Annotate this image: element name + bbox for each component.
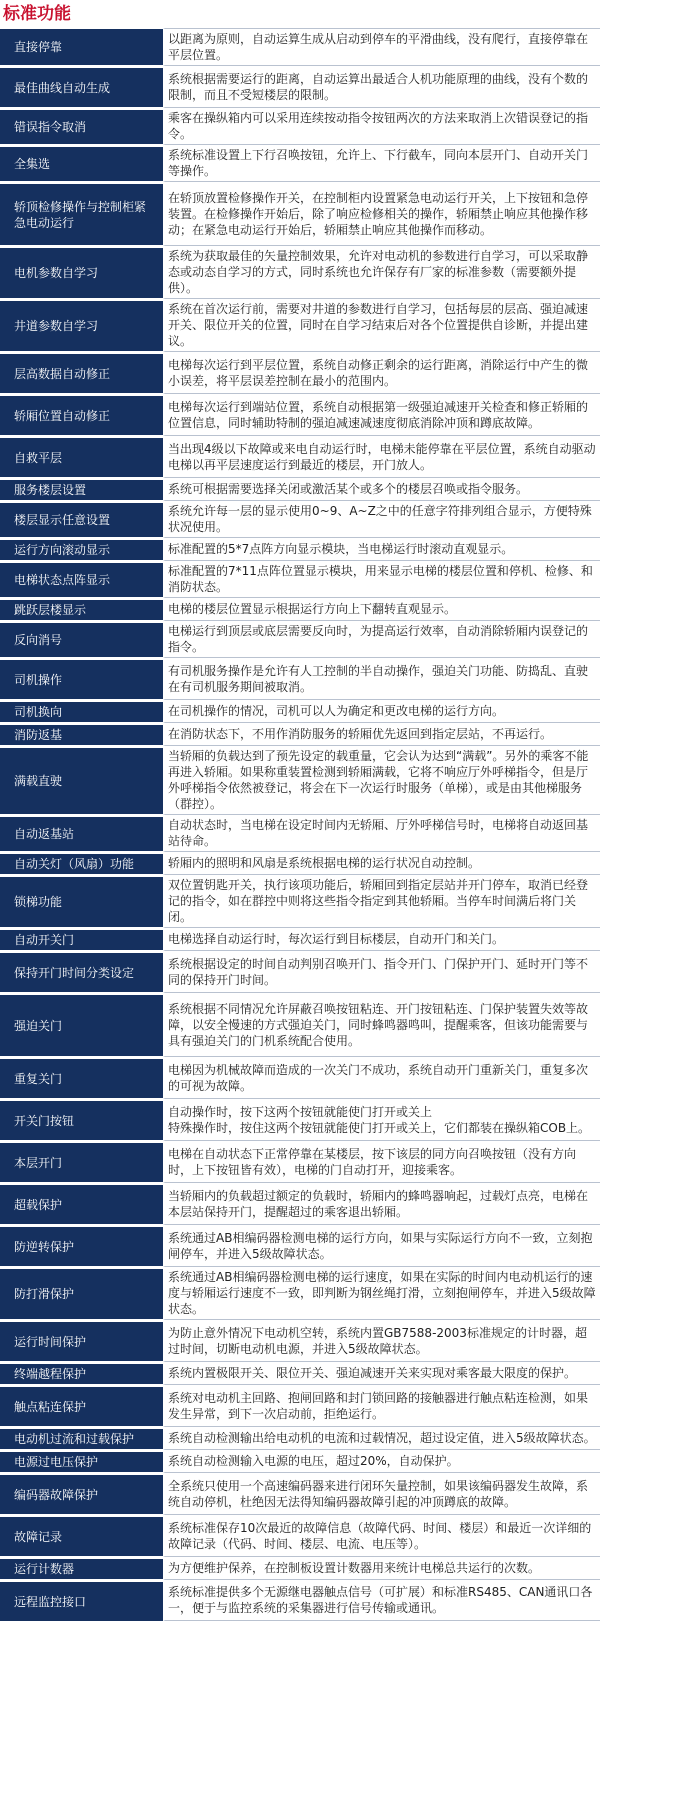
function-description: 电梯每次运行到平层位置，系统自动修正剩余的运行距离，消除运行中产生的微小误差，将平层误差控制在最小的范围内。 (163, 351, 600, 393)
function-name: 自动返基站 (0, 814, 163, 851)
function-name: 轿顶检修操作与控制柜紧急电动运行 (0, 181, 163, 245)
function-description: 系统根据设定的时间自动判别召唤开门、指令开门、门保护开门、延时开门等不同的保持开门时间。 (163, 950, 600, 992)
table-row (0, 435, 600, 477)
function-description: 电梯运行到顶层或底层需要反向时，为提高运行效率，自动消除轿厢内误登记的指令。 (163, 620, 600, 657)
function-name: 故障记录 (0, 1514, 163, 1556)
function-name: 跳跃层楼显示 (0, 597, 163, 620)
function-name: 服务楼层设置 (0, 477, 163, 500)
function-name: 保持开门时间分类设定 (0, 950, 163, 992)
function-description: 电梯每次运行到端站位置，系统自动根据第一级强迫减速开关检查和修正轿厢的位置信息，同时辅助特制的强迫减速减速度彻底消除冲顶和蹲底故障。 (163, 393, 600, 435)
table-row (0, 1426, 600, 1449)
function-description: 电梯因为机械故障而造成的一次关门不成功，系统自动开门重新关门，重复多次的可视为故障。 (163, 1056, 600, 1098)
table-row (0, 1514, 600, 1556)
function-description: 系统根据不同情况允许屏蔽召唤按钮粘连、开门按钮粘连、门保护装置失效等故障，以安全慢速的方式强迫关门，同时蜂鸣器鸣叫，提醒乘客，但该功能需要与具有强迫关门的门机系统配合使用。 (163, 992, 600, 1056)
table-row (0, 560, 600, 597)
function-description: 系统标准设置上下行召唤按钮，允许上、下行截车，同向本层开门、自动开关门等操作。 (163, 144, 600, 181)
function-description: 标准配置的5*7点阵方向显示模块，当电梯运行时滚动直观显示。 (163, 537, 600, 560)
function-name: 超载保护 (0, 1182, 163, 1224)
function-description: 当轿厢的负载达到了预先设定的载重量，它会认为达到“满载”。另外的乘客不能再进入轿厢。如果称重装置检测到轿厢满载，它将不响应厅外呼梯指令，但是厅外呼梯指令依然被登记，将会在下一次运行时服务（单梯），或是由其他梯服务（群控）。 (163, 745, 600, 814)
table-row (0, 814, 600, 851)
table-row (0, 1056, 600, 1098)
table-row (0, 298, 600, 351)
function-name: 远程监控接口 (0, 1579, 163, 1621)
function-name: 强迫关门 (0, 992, 163, 1056)
table-row (0, 1361, 600, 1384)
table-row (0, 537, 600, 560)
function-name: 电动机过流和过载保护 (0, 1426, 163, 1449)
function-name: 自救平层 (0, 435, 163, 477)
table-row (0, 874, 600, 927)
table-row (0, 1224, 600, 1266)
function-name: 自动开关门 (0, 927, 163, 950)
function-description: 系统根据需要运行的距离，自动运算出最适合人机功能原理的曲线，没有个数的限制，而且不受短楼层的限制。 (163, 65, 600, 107)
function-name: 错误指令取消 (0, 107, 163, 144)
function-description: 自动状态时，当电梯在设定时间内无轿厢、厅外呼梯信号时，电梯将自动返回基站待命。 (163, 814, 600, 851)
function-name: 全集选 (0, 144, 163, 181)
function-name: 反向消号 (0, 620, 163, 657)
function-description: 轿厢内的照明和风扇是系统根据电梯的运行状况自动控制。 (163, 851, 600, 874)
function-description: 为防止意外情况下电动机空转，系统内置GB7588-2003标准规定的计时器，超过时间，切断电动机电源，并进入5级故障状态。 (163, 1319, 600, 1361)
function-name: 楼层显示任意设置 (0, 500, 163, 537)
function-description: 自动操作时，按下这两个按钮就能使门打开或关上 特殊操作时，按住这两个按钮就能使门打开或关上，它们都装在操纵箱COB上。 (163, 1098, 600, 1140)
function-description: 在轿顶放置检修操作开关，在控制柜内设置紧急电动运行开关，上下按钮和急停装置。在检修操作开始后，除了响应检修相关的操作，轿厢禁止响应其他操作移动；在紧急电动运行开始后，轿厢禁止响应其他操作而移动。 (163, 181, 600, 245)
function-description: 系统标准保存10次最近的故障信息（故障代码、时间、楼层）和最近一次详细的故障记录（代码、时间、楼层、电流、电压等）。 (163, 1514, 600, 1556)
table-row (0, 597, 600, 620)
function-name: 触点粘连保护 (0, 1384, 163, 1426)
table-row (0, 851, 600, 874)
function-description: 乘客在操纵箱内可以采用连续按动指令按钮两次的方法来取消上次错误登记的指令。 (163, 107, 600, 144)
function-name: 锁梯功能 (0, 874, 163, 927)
function-name: 防打滑保护 (0, 1266, 163, 1319)
table-row (0, 500, 600, 537)
table-row (0, 1319, 600, 1361)
section-title: 标准功能 (3, 4, 71, 24)
function-description: 标准配置的7*11点阵位置显示模块，用来显示电梯的楼层位置和停机、检修、和消防状态。 (163, 560, 600, 597)
table-row (0, 351, 600, 393)
function-description: 有司机服务操作是允许有人工控制的半自动操作，强迫关门功能、防捣乱、直驶在有司机服务期间被取消。 (163, 657, 600, 699)
table-row (0, 144, 600, 181)
table-row (0, 107, 600, 144)
table-row (0, 1266, 600, 1319)
function-description: 系统通过AB相编码器检测电梯的运行方向，如果与实际运行方向不一致，立刻抱闸停车，并进入5级故障状态。 (163, 1224, 600, 1266)
table-row (0, 745, 600, 814)
table-row (0, 28, 600, 65)
table-row (0, 1098, 600, 1140)
table-row (0, 992, 600, 1056)
function-name: 运行时间保护 (0, 1319, 163, 1361)
table-row (0, 245, 600, 298)
table-row (0, 1472, 600, 1514)
function-description: 为方便维护保养，在控制板设置计数器用来统计电梯总共运行的次数。 (163, 1556, 600, 1579)
table-row (0, 1556, 600, 1579)
function-name: 电梯状态点阵显示 (0, 560, 163, 597)
function-description: 系统为获取最佳的矢量控制效果，允许对电动机的参数进行自学习，可以采取静态或动态自学习的方式，同时系统也允许保存有厂家的标准参数（需要额外提供）。 (163, 245, 600, 298)
function-description: 双位置钥匙开关，执行该项功能后，轿厢回到指定层站并开门停车，取消已经登记的指令，如在群控中则将这些指令指定到其他轿厢。当停车时间满后将门关闭。 (163, 874, 600, 927)
table-row (0, 181, 600, 245)
function-name: 轿厢位置自动修正 (0, 393, 163, 435)
function-description: 电梯在自动状态下正常停靠在某楼层，按下该层的同方向召唤按钮（没有方向时，上下按钮皆有效），电梯的门自动打开，迎接乘客。 (163, 1140, 600, 1182)
table-row (0, 65, 600, 107)
table-row (0, 1384, 600, 1426)
function-description: 在消防状态下，不用作消防服务的轿厢优先返回到指定层站，不再运行。 (163, 722, 600, 745)
function-name: 司机操作 (0, 657, 163, 699)
table-row (0, 393, 600, 435)
table-row (0, 1579, 600, 1621)
function-name: 层高数据自动修正 (0, 351, 163, 393)
function-name: 满载直驶 (0, 745, 163, 814)
function-name: 本层开门 (0, 1140, 163, 1182)
function-name: 运行方向滚动显示 (0, 537, 163, 560)
table-row (0, 620, 600, 657)
function-name: 司机换向 (0, 699, 163, 722)
function-name: 运行计数器 (0, 1556, 163, 1579)
function-name: 最佳曲线自动生成 (0, 65, 163, 107)
table-row (0, 950, 600, 992)
function-description: 电梯选择自动运行时，每次运行到目标楼层，自动开门和关门。 (163, 927, 600, 950)
function-description: 系统可根据需要选择关闭或激活某个或多个的楼层召唤或指令服务。 (163, 477, 600, 500)
table-row (0, 699, 600, 722)
function-description: 系统在首次运行前，需要对井道的参数进行自学习，包括每层的层高、强迫减速开关、限位开关的位置，同时在自学习结束后对各个位置提供自诊断，并提出建议。 (163, 298, 600, 351)
function-name: 开关门按钮 (0, 1098, 163, 1140)
function-name: 编码器故障保护 (0, 1472, 163, 1514)
function-name: 电机参数自学习 (0, 245, 163, 298)
function-name: 自动关灯（风扇）功能 (0, 851, 163, 874)
table-row (0, 477, 600, 500)
function-description: 当出现4级以下故障或来电自动运行时，电梯未能停靠在平层位置，系统自动驱动电梯以再平层速度运行到最近的楼层，开门放人。 (163, 435, 600, 477)
table-row (0, 722, 600, 745)
function-description: 系统允许每一层的显示使用0~9、A~Z之中的任意字符排列组合显示，方便特殊状况使用。 (163, 500, 600, 537)
function-description: 电梯的楼层位置显示根据运行方向上下翻转直观显示。 (163, 597, 600, 620)
function-name: 直接停靠 (0, 28, 163, 65)
function-name: 重复关门 (0, 1056, 163, 1098)
function-description: 当轿厢内的负载超过额定的负载时，轿厢内的蜂鸣器响起，过载灯点亮，电梯在本层站保持开门，提醒超过的乘客退出轿厢。 (163, 1182, 600, 1224)
function-name: 防逆转保护 (0, 1224, 163, 1266)
function-description: 系统通过AB相编码器检测电梯的运行速度，如果在实际的时间内电动机运行的速度与轿厢运行速度不一致，即判断为钢丝绳打滑，立刻抱闸停车，并进入5级故障状态。 (163, 1266, 600, 1319)
function-description: 系统对电动机主回路、抱闸回路和封门锁回路的接触器进行触点粘连检测，如果发生异常，到下一次启动前，拒绝运行。 (163, 1384, 600, 1426)
function-name: 电源过电压保护 (0, 1449, 163, 1472)
function-name: 井道参数自学习 (0, 298, 163, 351)
table-row (0, 1449, 600, 1472)
function-description: 以距离为原则，自动运算生成从启动到停车的平滑曲线，没有爬行，直接停靠在平层位置。 (163, 28, 600, 65)
function-name: 消防返基 (0, 722, 163, 745)
functions-table-body (0, 28, 600, 1621)
function-description: 系统内置极限开关、限位开关、强迫减速开关来实现对乘客最大限度的保护。 (163, 1361, 600, 1384)
table-row (0, 1182, 600, 1224)
function-description: 在司机操作的情况，司机可以人为确定和更改电梯的运行方向。 (163, 699, 600, 722)
functions-table (0, 28, 600, 1621)
table-row (0, 1140, 600, 1182)
table-row (0, 927, 600, 950)
function-name: 终端越程保护 (0, 1361, 163, 1384)
table-row (0, 657, 600, 699)
function-description: 系统标准提供多个无源继电器触点信号（可扩展）和标准RS485、CAN通讯口各一，便于与监控系统的采集器进行信号传输或通讯。 (163, 1579, 600, 1621)
function-description: 全系统只使用一个高速编码器来进行闭环矢量控制，如果该编码器发生故障，系统自动停机，杜绝因无法得知编码器故障引起的冲顶蹲底的故障。 (163, 1472, 600, 1514)
function-description: 系统自动检测输入电源的电压，超过20%，自动保护。 (163, 1449, 600, 1472)
function-description: 系统自动检测输出给电动机的电流和过载情况，超过设定值，进入5级故障状态。 (163, 1426, 600, 1449)
